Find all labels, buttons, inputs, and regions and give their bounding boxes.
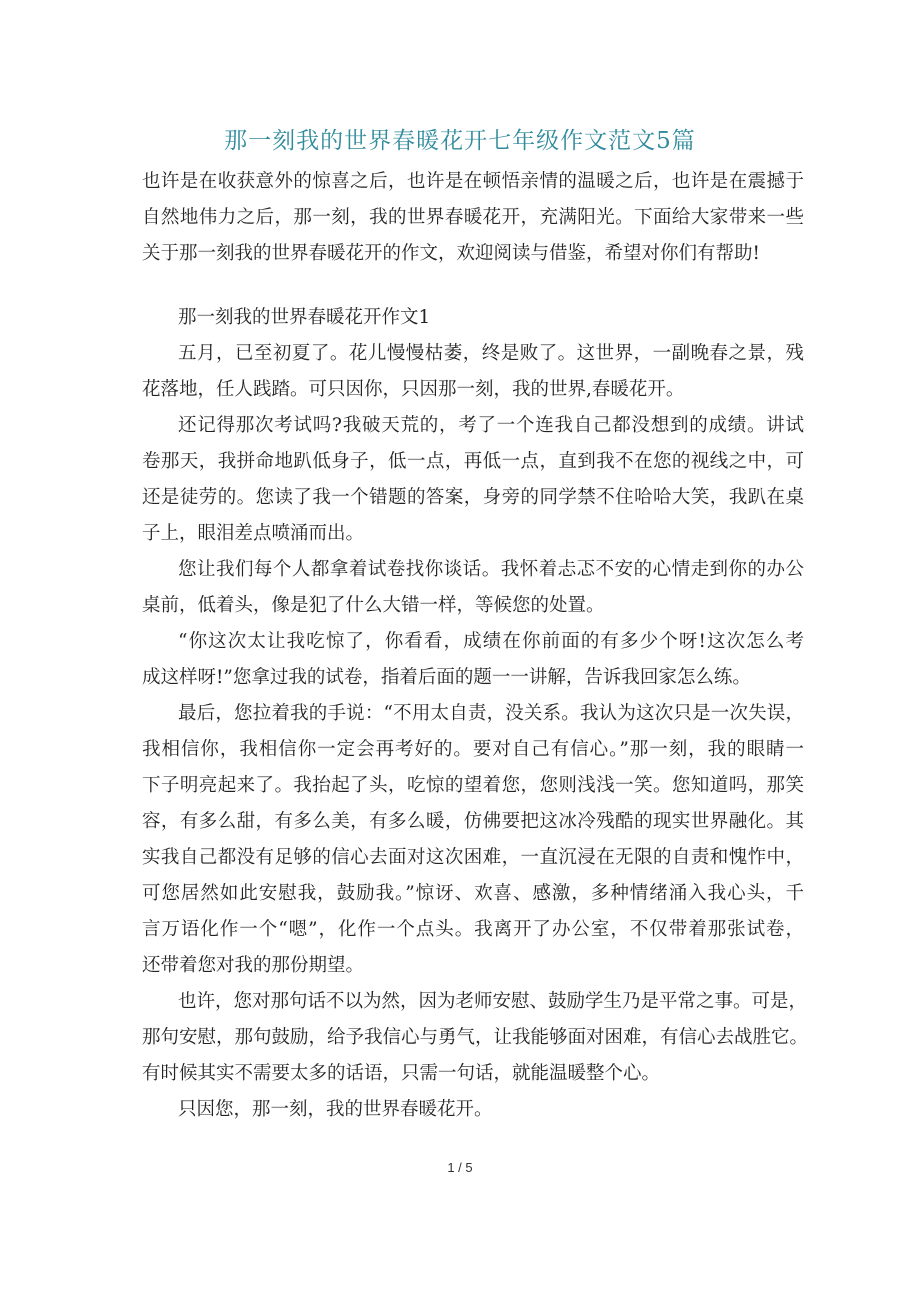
text-line: “你这次太让我吃惊了，你看看，成绩在你前面的有多少个呀!这次怎么考 [178, 631, 804, 652]
text-line: 那句安慰，那句鼓励，给予我信心与勇气，让我能够面对困难，有信心去战胜它。 [142, 1027, 809, 1048]
text-line: 可您居然如此安慰我，鼓励我。”惊讶、欢喜、感激，多种情绪涌入我心头，千 [142, 883, 804, 904]
paragraph [142, 696, 804, 984]
text-line: 下子明亮起来了。我抬起了头，吃惊的望着您，您则浅浅一笑。您知道吗，那笑 [142, 775, 804, 796]
text-line: 言万语化作一个“嗯”，化作一个点头。我离开了办公室，不仅带着那张试卷， [142, 919, 804, 940]
text-line: 只因您，那一刻，我的世界春暖花开。 [178, 1099, 493, 1120]
paragraph [142, 408, 804, 552]
text-line: 最后，您拉着我的手说：“不用太自责，没关系。我认为这次只是一次失误， [178, 703, 804, 724]
text-line: 自然地伟力之后，那一刻，我的世界春暖花开，充满阳光。下面给大家带来一些 [142, 207, 804, 228]
text-line: 还是徒劳的。您读了我一个错题的答案，身旁的同学禁不住哈哈大笑，我趴在桌 [142, 487, 804, 508]
text-line: 还记得那次考试吗?我破天荒的，考了一个连我自己都没想到的成绩。讲试 [178, 415, 804, 436]
document-body [142, 164, 809, 1128]
text-line: 还带着您对我的那份期望。 [142, 955, 365, 976]
text-line: 实我自己都没有足够的信心去面对这次困难，一直沉浸在无限的自责和愧怍中， [142, 847, 804, 868]
document-title: 那一刻我的世界春暖花开七年级作文范文5篇 [224, 128, 696, 154]
intro-paragraph [142, 164, 804, 272]
text-line: 卷那天，我拼命地趴低身子，低一点，再低一点，直到我不在您的视线之中，可 [142, 451, 804, 472]
spacer [142, 272, 804, 300]
text-line: 您让我们每个人都拿着试卷找你谈话。我怀着忐忑不安的心情走到你的办公 [178, 559, 804, 580]
paragraph [142, 552, 804, 624]
text-line: 五月，已至初夏了。花儿慢慢枯萎，终是败了。这世界，一副晚春之景，残 [178, 343, 804, 364]
text-line: 容，有多么甜，有多么美，有多么暖，仿佛要把这冰冷残酷的现实世界融化。其 [142, 811, 804, 832]
page-number: 1 / 5 [447, 1160, 473, 1175]
text-line: 成这样呀!”您拿过我的试卷，指着后面的题一一讲解，告诉我回家怎么练。 [142, 667, 751, 688]
paragraph [142, 336, 804, 408]
text-line: 花落地，任人践踏。可只因你，只因那一刻，我的世界,春暖花开。 [142, 379, 685, 400]
text-line: 也许，您对那句话不以为然，因为老师安慰、鼓励学生乃是平常之事。可是， [178, 991, 808, 1012]
text-line: 有时候其实不需要太多的话语，只需一句话，就能温暖整个心。 [142, 1063, 661, 1084]
paragraph [142, 984, 809, 1092]
section-heading: 那一刻我的世界春暖花开作文1 [178, 307, 431, 328]
paragraph [142, 624, 804, 696]
text-line: 也许是在收获意外的惊喜之后，也许是在顿悟亲情的温暖之后，也许是在震撼于 [142, 171, 804, 192]
essay-paragraphs [142, 336, 809, 1128]
text-line: 子上，眼泪差点喷涌而出。 [142, 523, 365, 544]
text-line: 桌前，低着头，像是犯了什么大错一样，等候您的处置。 [142, 595, 605, 616]
text-line: 关于那一刻我的世界春暖花开的作文，欢迎阅读与借鉴，希望对你们有帮助! [142, 243, 760, 264]
text-line: 我相信你，我相信你一定会再考好的。要对自己有信心。”那一刻，我的眼睛一 [142, 739, 804, 760]
paragraph [142, 1092, 804, 1128]
